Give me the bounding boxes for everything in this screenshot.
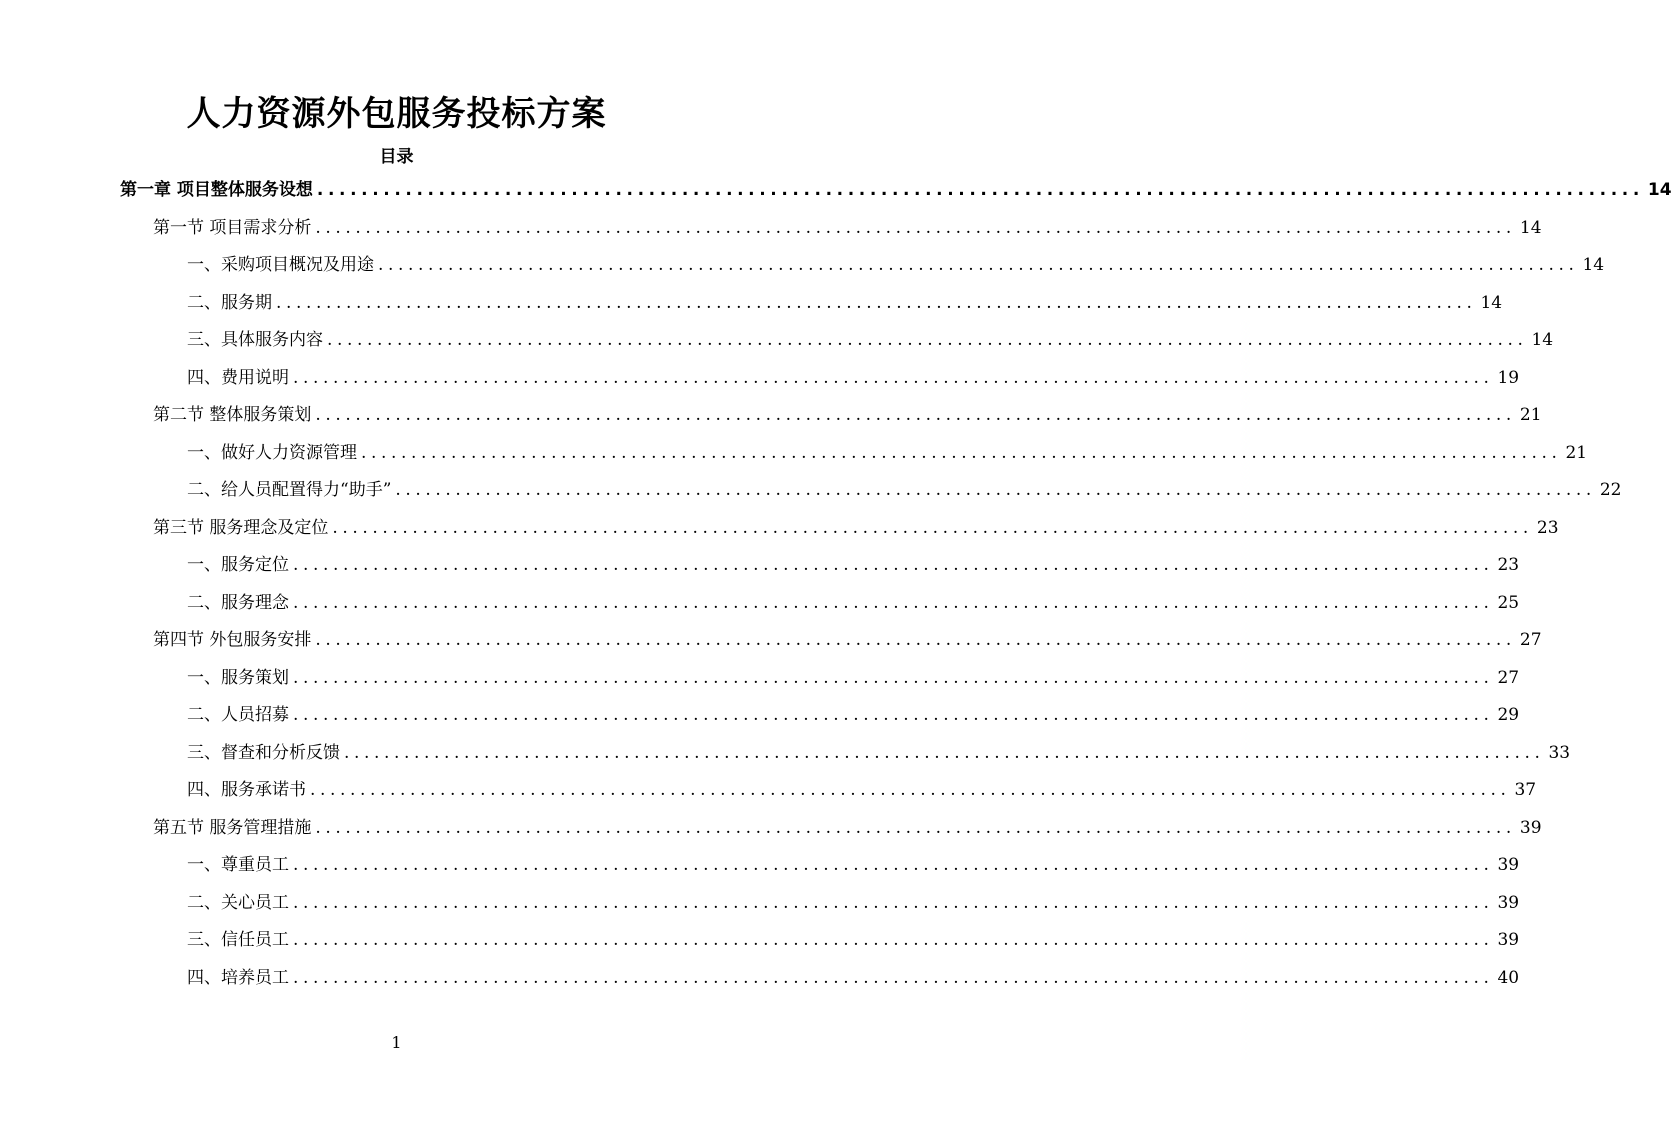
toc-entry-page: 39 [1497,892,1520,913]
toc-entry-page: 22 [1599,480,1622,500]
toc-dot-leader: ........................................................................................................................ [293,855,1494,875]
toc-entry-title: 二、人员招募 [187,705,289,725]
toc-entry-page: 23 [1536,517,1559,538]
toc-entry[interactable] [187,325,1554,355]
toc-entry-title: 二、关心员工 [187,892,289,913]
toc-dot-leader: ........................................................................................................................ [293,667,1494,688]
toc-entry-page: 37 [1514,780,1537,800]
toc-entry[interactable] [187,663,1520,693]
toc-entry-title: 二、服务理念 [187,592,289,613]
toc-entry[interactable] [187,588,1520,618]
toc-entry-page: 21 [1565,442,1588,463]
toc-entry-title: 四、培养员工 [187,967,289,988]
toc-entry[interactable] [153,213,1542,243]
toc-entry-page: 33 [1548,742,1571,763]
toc-entry[interactable] [187,475,1622,505]
toc-entry[interactable] [187,963,1520,993]
toc-entry[interactable] [187,700,1520,730]
toc-entry-title: 一、服务定位 [187,555,289,575]
toc-dot-leader: ........................................................................................................................ [276,292,1477,313]
toc-entry[interactable] [153,513,1559,543]
toc-entry-page: 39 [1497,930,1520,950]
toc-entry-title: 四、服务承诺书 [187,780,306,800]
toc-entry-title: 四、费用说明 [187,367,289,388]
toc-entry[interactable] [187,775,1537,805]
toc-heading: 目录 [379,147,414,167]
toc-entry[interactable] [187,550,1520,580]
toc-entry[interactable] [187,925,1520,955]
toc-dot-leader: ........................................................................................................................ [293,367,1494,388]
toc-dot-leader: ........................................................................................................................ [293,705,1494,725]
toc-entry-title: 第一章 项目整体服务设想 [120,180,313,200]
toc-entry-title: 第一节 项目需求分析 [153,217,312,238]
toc-entry-page: 27 [1519,630,1542,650]
toc-entry-title: 一、做好人力资源管理 [187,442,357,463]
toc-entry-page: 39 [1519,817,1542,838]
toc-entry[interactable] [153,400,1542,430]
toc-entry-page: 14 [1531,330,1554,350]
toc-entry-page: 21 [1519,405,1542,425]
toc-dot-leader: ........................................................................................................................ [293,930,1494,950]
toc-entry[interactable] [153,625,1542,655]
toc-entry-page: 25 [1497,592,1520,613]
toc-dot-leader: ........................................................................................................................ [315,217,1516,238]
toc-entry[interactable] [187,850,1520,880]
toc-dot-leader: ........................................................................................................................ [293,967,1494,988]
toc-entry-title: 三、信任员工 [187,930,289,950]
toc-entry-title: 第三节 服务理念及定位 [153,517,329,538]
toc-entry-title: 第四节 外包服务安排 [153,630,312,650]
toc-dot-leader: ........................................................................................................................ [293,892,1494,913]
toc-entry-page: 14 [1480,292,1503,313]
toc-entry-title: 第五节 服务管理措施 [153,817,312,838]
toc-dot-leader: ........................................................................................................................ [310,780,1511,800]
toc-entry-title: 三、督查和分析反馈 [187,742,340,763]
toc-dot-leader: ........................................................................................................................ [361,442,1562,463]
toc-entry-title: 二、给人员配置得力“助手” [187,480,392,500]
toc-entry-page: 14 [1647,180,1672,200]
toc-entry-title: 一、采购项目概况及用途 [187,255,374,275]
toc-entry[interactable] [187,888,1520,918]
toc-entry-page: 39 [1497,855,1520,875]
toc-dot-leader: ........................................................................................................................ [315,817,1516,838]
toc-entry-page: 40 [1497,967,1520,988]
toc-entry-title: 一、尊重员工 [187,855,289,875]
toc-dot-leader: ........................................................................................................................ [395,480,1596,500]
toc-dot-leader: ........................................................................................................................ [293,555,1494,575]
toc-dot-leader: ........................................................................................................................ [327,330,1528,350]
toc-entry-page: 19 [1497,367,1520,388]
toc-entry-page: 29 [1497,705,1520,725]
toc-dot-leader: ........................................................................................................................ [293,592,1494,613]
toc-dot-leader: ........................................................................................................................ [332,517,1533,538]
toc-entry[interactable] [187,250,1605,280]
toc-dot-leader: ........................................................................................................................ [378,255,1579,275]
toc-entry-page: 14 [1582,255,1605,275]
document-title: 人力资源外包服务投标方案 [186,94,607,134]
toc-entry[interactable] [153,813,1542,843]
toc-entry-title: 第二节 整体服务策划 [153,405,312,425]
toc-entry-page: 14 [1519,217,1542,238]
toc-dot-leader: ........................................................................................................................ [344,742,1545,763]
toc-entry-page: 27 [1497,667,1520,688]
toc-dot-leader: ........................................................................................................................ [315,630,1516,650]
toc-entry-title: 一、服务策划 [187,667,289,688]
toc-entry-title: 二、服务期 [187,292,272,313]
toc-dot-leader: ........................................................................................................................ [316,180,1644,200]
page-number: 1 [391,1033,402,1052]
toc-dot-leader: ........................................................................................................................ [315,405,1516,425]
toc-entry[interactable] [187,438,1588,468]
toc-entry[interactable] [187,738,1571,768]
toc-entry[interactable] [187,288,1503,318]
toc-entry[interactable] [187,363,1520,393]
toc-entry-page: 23 [1497,555,1520,575]
toc-entry-title: 三、具体服务内容 [187,330,323,350]
toc-entry[interactable] [120,175,1672,205]
